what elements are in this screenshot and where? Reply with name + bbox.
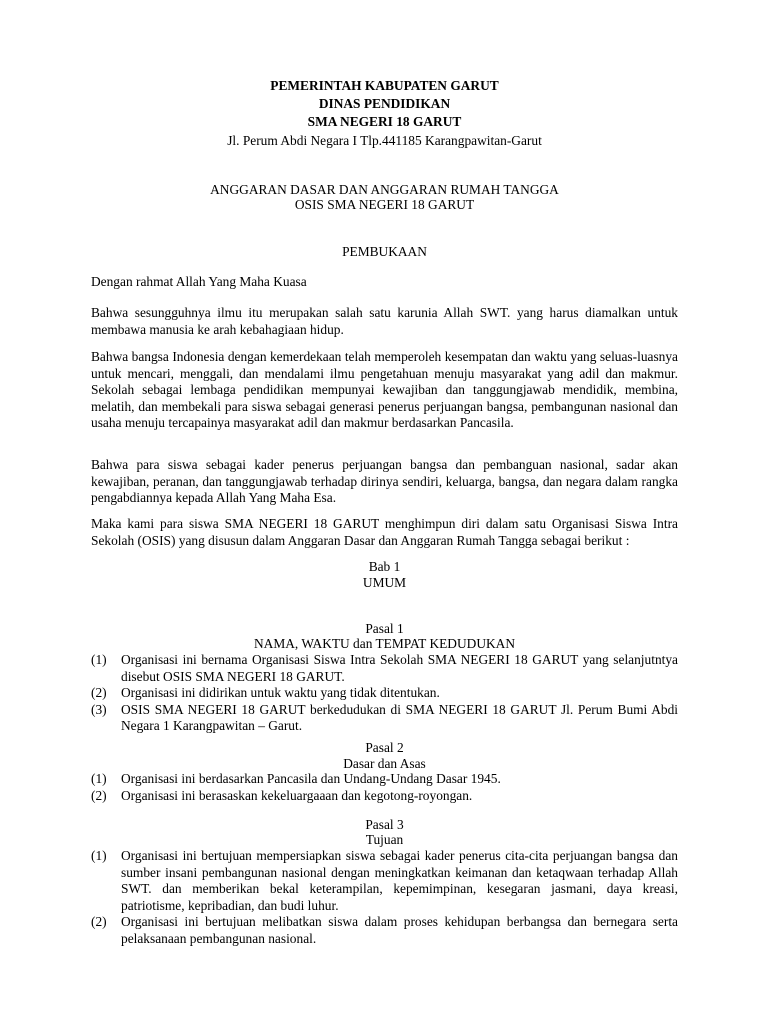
list-item (91, 788, 678, 805)
header-school: SMA NEGERI 18 GARUT (307, 114, 462, 129)
list-item (91, 914, 678, 947)
list-item (91, 771, 678, 788)
list-number: (1) (91, 771, 107, 786)
list-number: (2) (91, 685, 107, 701)
pasal-2-title: Dasar dan Asas (343, 756, 426, 771)
pasal-2-list (91, 771, 678, 804)
chapter-title: UMUM (362, 575, 407, 590)
opening-paragraph-5: Maka kami para siswa SMA NEGERI 18 GARUT menghimpun diri dalam satu Organisasi Siswa Intra Sekolah (OSIS) yang disusun dalam Anggaran Dasar dan Anggaran Rumah Tangga sebagai berikut : (91, 516, 678, 548)
list-number: (2) (91, 787, 107, 803)
pasal-3-title: Tujuan (365, 832, 404, 847)
list-text: OSIS SMA NEGERI 18 GARUT berkedudukan di SMA NEGERI 18 GARUT Jl. Perum Bumi Abdi Negara 1 Karangpawitan – Garut. (121, 701, 678, 734)
list-text: Organisasi ini didirikan untuk waktu yang tidak ditentukan. (121, 685, 440, 701)
opening-paragraph-1: Dengan rahmat Allah Yang Maha Kuasa (91, 274, 307, 289)
list-item (91, 652, 678, 685)
document-title-line2: OSIS SMA NEGERI 18 GARUT (294, 197, 475, 212)
list-text: Organisasi ini bernama Organisasi Siswa Intra Sekolah SMA NEGERI 18 GARUT yang selanjutntya disebut OSIS SMA NEGERI 18 GARUT. (121, 652, 678, 684)
chapter-label: Bab 1 (368, 559, 401, 574)
list-number: (2) (91, 914, 107, 930)
header-department: DINAS PENDIDIKAN (318, 96, 451, 111)
list-text: Organisasi ini bertujuan mempersiapkan siswa sebagai kader penerus cita-cita perjuangan bangsa dan sumber insani pembangunan nasional dengan meningkatkan keimanan dan ketaqwaan terhadap Allah SWT. dan memberikan bekal keterampilan, kepemimpinan, kesegaran jasmani, daya kreasi, patriotisme, kepribadian, dan budi luhur. (121, 848, 678, 913)
list-number: (1) (91, 848, 107, 863)
pasal-1-label: Pasal 1 (365, 621, 404, 636)
list-item (91, 848, 678, 914)
pasal-2-label: Pasal 2 (365, 740, 404, 755)
list-text: Organisasi ini bertujuan melibatkan siswa dalam proses kehidupan berbangsa dan bernegara serta pelaksanaan pembangunan nasional. (121, 914, 678, 946)
header-government: PEMERINTAH KABUPATEN GARUT (270, 78, 499, 93)
header-address: Jl. Perum Abdi Negara I Tlp.441185 Karangpawitan-Garut (227, 133, 542, 148)
pasal-3-list (91, 848, 678, 948)
list-text: Organisasi ini berdasarkan Pancasila dan Undang-Undang Dasar 1945. (121, 771, 501, 786)
opening-heading: PEMBUKAAN (342, 244, 427, 259)
opening-paragraph-2: Bahwa sesungguhnya ilmu itu merupakan salah satu karunia Allah SWT. yang harus diamalkan untuk membawa manusia ke arah kebahagiaan hidup. (91, 305, 678, 337)
list-number: (3) (91, 701, 107, 717)
opening-paragraph-4: Bahwa para siswa sebagai kader penerus perjuangan bangsa dan pembanguan nasional, sadar akan kewajiban, peranan, dan tanggungjawab terhadap dirinya sendiri, keluarga, bangsa, dan negara dalam rangka pengabdiannya kepada Allah Yang Maha Esa. (91, 457, 678, 506)
list-number: (1) (91, 652, 107, 667)
list-item (91, 702, 678, 735)
document-title-line1: ANGGARAN DASAR DAN ANGGARAN RUMAH TANGGA (210, 182, 559, 197)
pasal-3-label: Pasal 3 (365, 817, 404, 832)
opening-paragraph-3: Bahwa bangsa Indonesia dengan kemerdekaan telah memperoleh kesempatan dan waktu yang seluas-luasnya untuk mencari, menggali, dan mendalami ilmu pengetahuan menuju masyarakat yang adil dan makmur. Sekolah sebagai lembaga pendidikan mempunyai kewajiban dan tanggungjawab mendidik, membina, melatih, dan membekali para siswa sebagai generasi penerus perjuangan bangsa, pembangunan nasional dan usaha menuju tercapainya masyarakat adil dan makmur berdasarkan Pancasila. (91, 349, 678, 431)
pasal-1-title: NAMA, WAKTU dan TEMPAT KEDUDUKAN (254, 636, 515, 651)
pasal-1-list (91, 652, 678, 735)
list-text: Organisasi ini berasaskan kekeluargaaan dan kegotong-royongan. (121, 787, 473, 803)
list-item (91, 685, 678, 702)
